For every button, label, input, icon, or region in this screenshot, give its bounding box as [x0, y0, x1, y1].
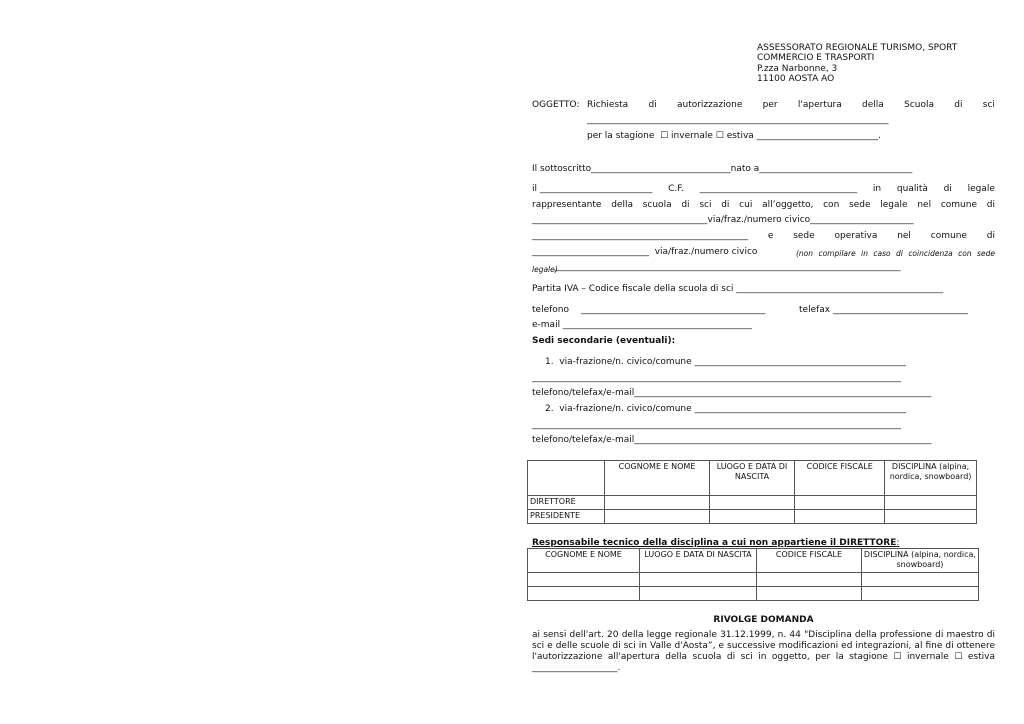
- word: legale: [967, 184, 995, 194]
- sede-legale-line: _______________________________________via/fraz./numero civico_______________________: [532, 215, 914, 225]
- table-cell[interactable]: [795, 510, 885, 524]
- oggetto-text: [587, 100, 995, 111]
- word: l'apertura: [797, 100, 842, 110]
- word: nel: [897, 231, 911, 241]
- word: sci: [699, 200, 712, 210]
- legale-note: legale): [532, 265, 558, 274]
- word: comune: [940, 200, 977, 210]
- word: di: [681, 200, 690, 210]
- telefax-line: telefax ______________________________: [799, 305, 968, 315]
- non-compilare-note: [796, 248, 995, 259]
- oggetto-season: per la stagione ☐ invernale ☐ estiva ___________________________.: [587, 131, 882, 141]
- word: sci: [982, 100, 995, 110]
- table-header-cell: DISCIPLINA (alpina, nordica, snowboard): [861, 549, 978, 573]
- table-row: [528, 496, 977, 510]
- word: caso: [873, 249, 891, 258]
- table-header-cell: LUOGO E DATA DI NASCITA: [639, 549, 756, 573]
- table-cell[interactable]: [528, 587, 640, 601]
- word: comune: [930, 231, 967, 241]
- table-header-cell: COGNOME E NOME: [528, 549, 640, 573]
- telefono-line: _________________________________________: [581, 305, 766, 315]
- word: scuola: [642, 200, 672, 210]
- word: compilare: [818, 249, 856, 258]
- table-header-cell: [528, 461, 605, 496]
- word: all’oggetto,: [762, 200, 814, 210]
- rappresentante-line: [532, 200, 995, 211]
- responsabile-title: Responsabile tecnico della disciplina a cui non appartiene il DIRETTORE: [532, 538, 897, 548]
- word: in: [861, 249, 868, 258]
- oggetto-label: OGGETTO:: [532, 100, 580, 110]
- table-header-row: [528, 461, 977, 496]
- email-line: e-mail __________________________________________: [532, 320, 752, 330]
- address-line-3: P.zza Narbonne, 3: [757, 64, 838, 74]
- word: con: [823, 200, 840, 210]
- word: sede: [793, 231, 815, 241]
- table-header-cell: DISCIPLINA (alpina, nordica, snowboard): [885, 461, 977, 496]
- telefono-label: telefono: [532, 305, 569, 315]
- direttore-presidente-table: [527, 460, 977, 524]
- blank-line-2: __________________________________________________________________________________: [532, 420, 901, 430]
- word: con: [958, 249, 972, 258]
- sede-1-line: 1. via-frazione/n. civico/comune _______________________________________________: [545, 357, 907, 367]
- table-cell[interactable]: [605, 496, 709, 510]
- blank-line-1: __________________________________________________________________________________: [532, 373, 901, 383]
- word: ___________________________________: [699, 184, 858, 194]
- table-cell[interactable]: [861, 587, 978, 601]
- word: in: [872, 184, 882, 194]
- table-header-cell: CODICE FISCALE: [795, 461, 885, 496]
- word: operativa: [834, 231, 878, 241]
- table-header-cell: LUOGO E DATA DI NASCITA: [709, 461, 795, 496]
- table-cell[interactable]: [528, 573, 640, 587]
- table-row: [528, 573, 979, 587]
- table-cell[interactable]: [639, 587, 756, 601]
- address-line-2: COMMERCIO E TRASPORTI: [757, 53, 875, 63]
- partita-iva-line: Partita IVA – Codice fiscale della scuola di sci ______________________________________________: [532, 284, 944, 294]
- word: il _________________________: [532, 184, 653, 194]
- row-label: PRESIDENTE: [528, 510, 605, 524]
- word: nel: [917, 200, 932, 210]
- responsabile-table: [527, 548, 979, 601]
- word: qualità: [896, 184, 928, 194]
- word: autorizzazione: [676, 100, 743, 110]
- table-cell[interactable]: [757, 573, 862, 587]
- table-cell[interactable]: [885, 510, 977, 524]
- word: di: [721, 200, 730, 210]
- word: di: [986, 200, 995, 210]
- table-cell[interactable]: [605, 510, 709, 524]
- sede-2-line: 2. via-frazione/n. civico/comune _______________________________________________: [545, 404, 907, 414]
- table-cell[interactable]: [709, 510, 795, 524]
- row-label: DIRETTORE: [528, 496, 605, 510]
- table-cell[interactable]: [709, 496, 795, 510]
- rivolge-domanda-heading: RIVOLGE DOMANDA: [713, 615, 814, 625]
- legale-line: _____________________________________________________________________________: [554, 262, 901, 272]
- telefono-2-line: telefono/telefax/e-mail__________________________________________________________________: [532, 435, 932, 445]
- word: di: [943, 184, 952, 194]
- table-row: [528, 587, 979, 601]
- sede-operativa-line: [532, 231, 995, 242]
- word: (non: [796, 249, 814, 258]
- word: legale: [880, 200, 908, 210]
- table-cell[interactable]: [795, 496, 885, 510]
- word: rappresentante: [532, 200, 602, 210]
- sedi-secondarie-heading: Sedi secondarie (eventuali):: [532, 336, 676, 346]
- word: della: [862, 100, 884, 110]
- address-line-4: 11100 AOSTA AO: [757, 74, 835, 84]
- word: di: [648, 100, 657, 110]
- table-header-cell: CODICE FISCALE: [757, 549, 862, 573]
- word: sede: [977, 249, 995, 258]
- word: Scuola: [904, 100, 934, 110]
- word: di: [986, 231, 995, 241]
- sottoscritto-line: Il sottoscritto_______________________________nato a__________________________________: [532, 164, 913, 174]
- word: della: [611, 200, 633, 210]
- table-header-cell: COGNOME E NOME: [605, 461, 709, 496]
- address-line-1: ASSESSORATO REGIONALE TURISMO, SPORT: [757, 43, 958, 53]
- responsabile-colon: :: [896, 538, 900, 548]
- cf-line: [532, 184, 995, 195]
- word: C.F.: [668, 184, 684, 194]
- word: e: [767, 231, 774, 241]
- word: Richiesta: [587, 100, 629, 110]
- table-header-row: [528, 549, 979, 573]
- word: cui: [739, 200, 753, 210]
- table-cell[interactable]: [861, 573, 978, 587]
- oggetto-line: ___________________________________________________________________: [587, 115, 889, 125]
- telefono-1-line: telefono/telefax/e-mail__________________________________________________________________: [532, 388, 932, 398]
- via-civico-line: __________________________ via/fraz./numero civico: [532, 247, 761, 257]
- table-cell[interactable]: [885, 496, 977, 510]
- word: coincidenza: [908, 249, 953, 258]
- word: di: [896, 249, 903, 258]
- word: sede: [849, 200, 871, 210]
- word: di: [954, 100, 963, 110]
- table-cell[interactable]: [757, 587, 862, 601]
- rivolge-domanda-text: ai sensi dell'art. 20 della legge regionale 31.12.1999, n. 44 "Disciplina della professione di maestro di sci e delle scuole di sci in Valle d'Aosta”, e successive modificazioni ed integrazioni, al fine di ottenere l'autorizzazione all'apertura della scuola di sci in oggetto, per la stagione ☐ invernale ☐ estiva ___________________.: [532, 630, 995, 673]
- table-cell[interactable]: [639, 573, 756, 587]
- word: per: [762, 100, 778, 110]
- table-row: [528, 510, 977, 524]
- word: ________________________________________________: [532, 231, 748, 241]
